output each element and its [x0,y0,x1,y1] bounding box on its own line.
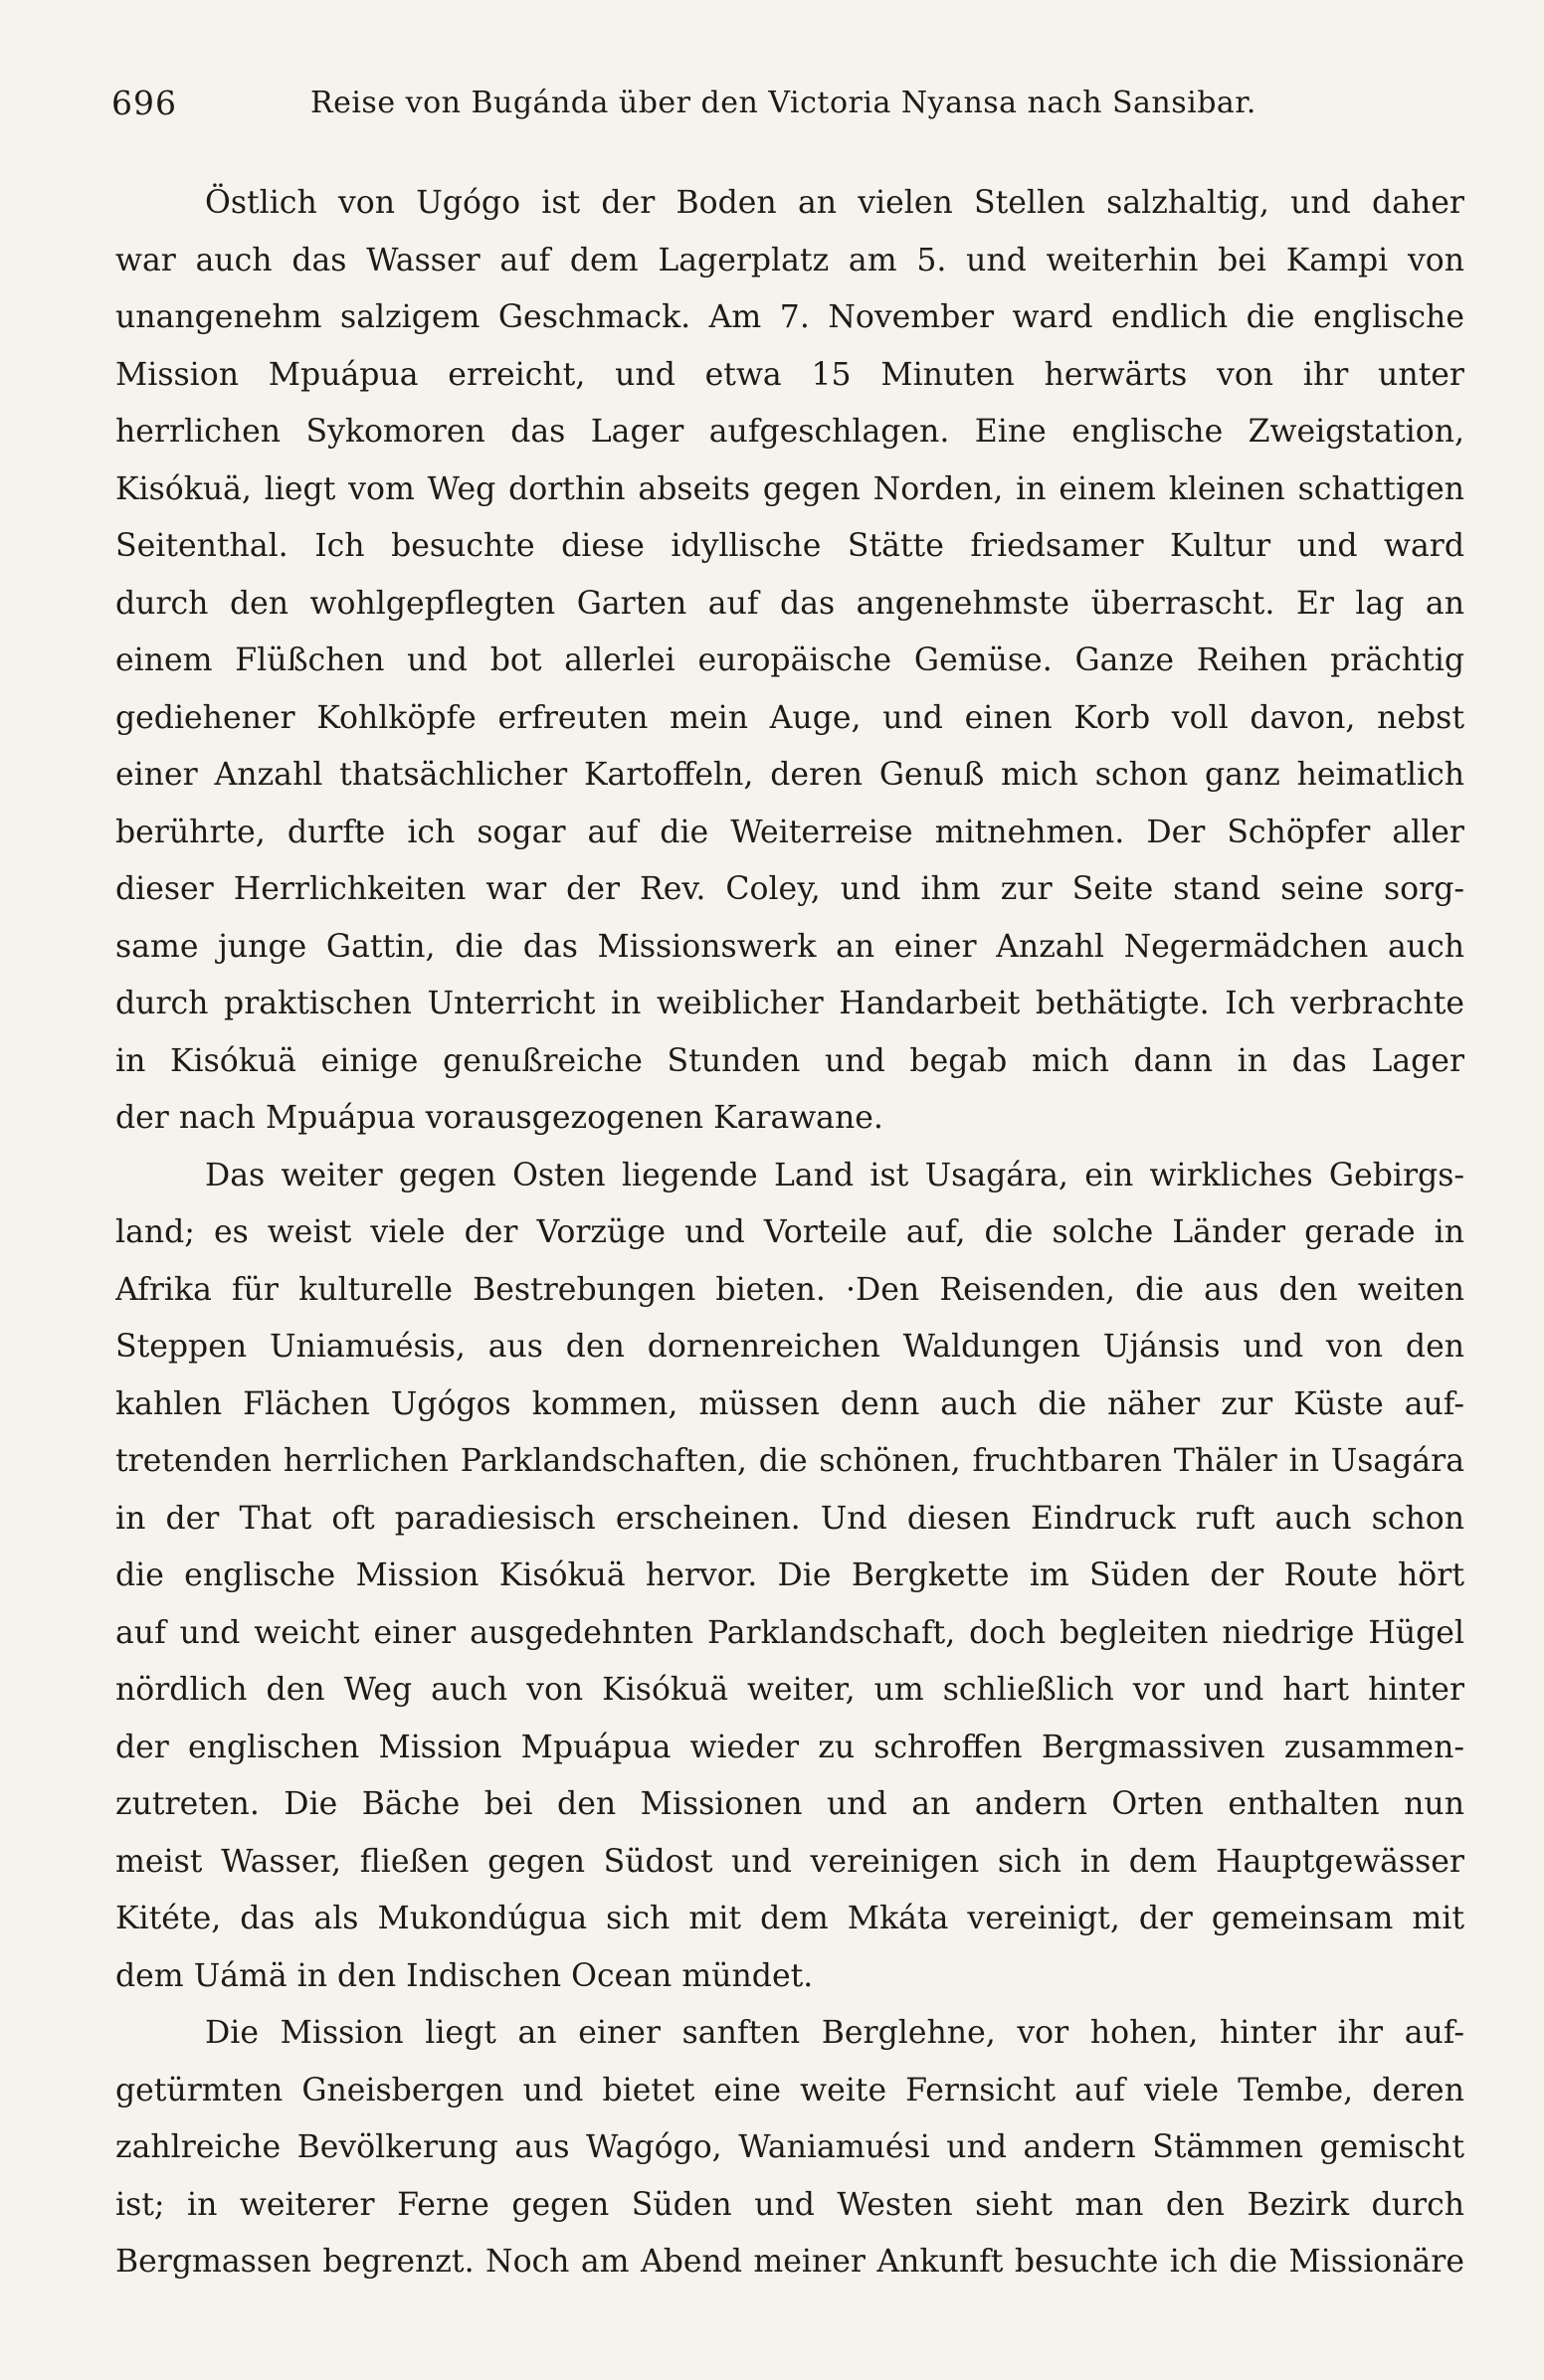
text-line: in Kisókuä einige genußreiche Stunden und begab mich dann in das Lager [115,1042,1464,1079]
text-line: Kisókuä, liegt vom Weg dorthin abseits gegen Norden, in einem kleinen schattigen [115,470,1464,507]
text-line: zahlreiche Bevölkerung aus Wagógo, Waniamuési und andern Stämmen gemischt [115,2129,1464,2165]
running-title: Reise von Bugánda über den Victoria Nyansa nach Sansibar. [310,86,1256,120]
text-line: getürmten Gneisbergen und bietet eine weite Fernsicht auf viele Tembe, deren [115,2072,1464,2108]
text-line: berührte, durfte ich sogar auf die Weiterreise mitnehmen. Der Schöpfer aller [115,814,1464,850]
text-line: durch den wohlgepflegten Garten auf das angenehmste überrascht. Er lag an [115,585,1464,622]
text-line: land; es weist viele der Vorzüge und Vorteile auf, die solche Länder gerade in [115,1214,1464,1250]
text-line: Seitenthal. Ich besuchte diese idyllische Stätte friedsamer Kultur und ward [115,528,1464,564]
text-line: der nach Mpuápua vorausgezogenen Karawane. [115,1100,883,1136]
text-line: nördlich den Weg auch von Kisókuä weiter, um schließlich vor und hart hinter [115,1672,1464,1708]
text-line: Bergmassen begrenzt. Noch am Abend meiner Ankunft besuchte ich die Missionäre [115,2244,1464,2280]
text-line: auf und weicht einer ausgedehnten Parklandschaft, doch begleiten niedrige Hügel [115,1614,1464,1651]
text-line: durch praktischen Unterricht in weiblicher Handarbeit bethätigte. Ich verbrachte [115,986,1464,1021]
text-line: dem Uámä in den Indischen Ocean mündet. [115,1957,814,1994]
text-line: Östlich von Ugógo ist der Boden an vielen Stellen salzhaltig, und daher [205,185,1464,221]
running-header [111,84,1277,127]
text-line: unangenehm salzigem Geschmack. Am 7. November ward endlich die englische [115,299,1464,335]
text-line: tretenden herrlichen Parklandschaften, die schönen, fruchtbaren Thäler in Usagára [115,1443,1464,1479]
body-text [115,175,1464,2291]
text-line: Afrika für kulturelle Bestrebungen bieten. ·Den Reisenden, die aus den weiten [115,1271,1464,1308]
text-line: meist Wasser, fließen gegen Südost und vereinigen sich in dem Hauptgewässer [115,1843,1464,1880]
text-line: Mission Mpuápua erreicht, und etwa 15 Minuten herwärts von ihr unter [115,356,1464,393]
text-line: in der That oft paradiesisch erscheinen. Und diesen Eindruck ruft auch schon [115,1500,1464,1537]
text-line: die englische Mission Kisókuä hervor. Die Bergkette im Süden der Route hört [115,1557,1464,1593]
text-line: Steppen Uniamuésis, aus den dornenreichen Waldungen Ujánsis und von den [115,1329,1464,1365]
page-number: 696 [111,84,177,122]
text-line: war auch das Wasser auf dem Lagerplatz am 5. und weiterhin bei Kampi von [115,242,1464,278]
text-line: einer Anzahl thatsächlicher Kartoffeln, deren Genuß mich schon ganz heimatlich [115,757,1464,793]
text-line: Kitéte, das als Mukondúgua sich mit dem Mkáta vereinigt, der gemeinsam mit [115,1901,1464,1936]
text-line: same junge Gattin, die das Missionswerk an einer Anzahl Negermädchen auch [115,928,1464,965]
text-line: der englischen Mission Mpuápua wieder zu schroffen Bergmassiven zusammen- [115,1729,1464,1765]
text-line: Die Mission liegt an einer sanften Berglehne, vor hohen, hinter ihr auf- [205,2015,1464,2051]
text-line: dieser Herrlichkeiten war der Rev. Coley, und ihm zur Seite stand seine sorg- [115,871,1464,907]
text-line: herrlichen Sykomoren das Lager aufgeschlagen. Eine englische Zweigstation, [115,414,1464,450]
text-line: Das weiter gegen Osten liegende Land ist Usagára, ein wirkliches Gebirgs- [205,1157,1464,1193]
text-line: kahlen Flächen Ugógos kommen, müssen denn auch die näher zur Küste auf- [115,1385,1464,1422]
text-line: ist; in weiterer Ferne gegen Süden und Westen sieht man den Bezirk durch [115,2186,1464,2223]
text-line: gediehener Kohlköpfe erfreuten mein Auge, und einen Korb voll davon, nebst [115,699,1464,736]
text-line: zutreten. Die Bäche bei den Missionen und an andern Orten enthalten nun [115,1786,1464,1822]
text-line: einem Flüßchen und bot allerlei europäische Gemüse. Ganze Reihen prächtig [115,642,1464,678]
